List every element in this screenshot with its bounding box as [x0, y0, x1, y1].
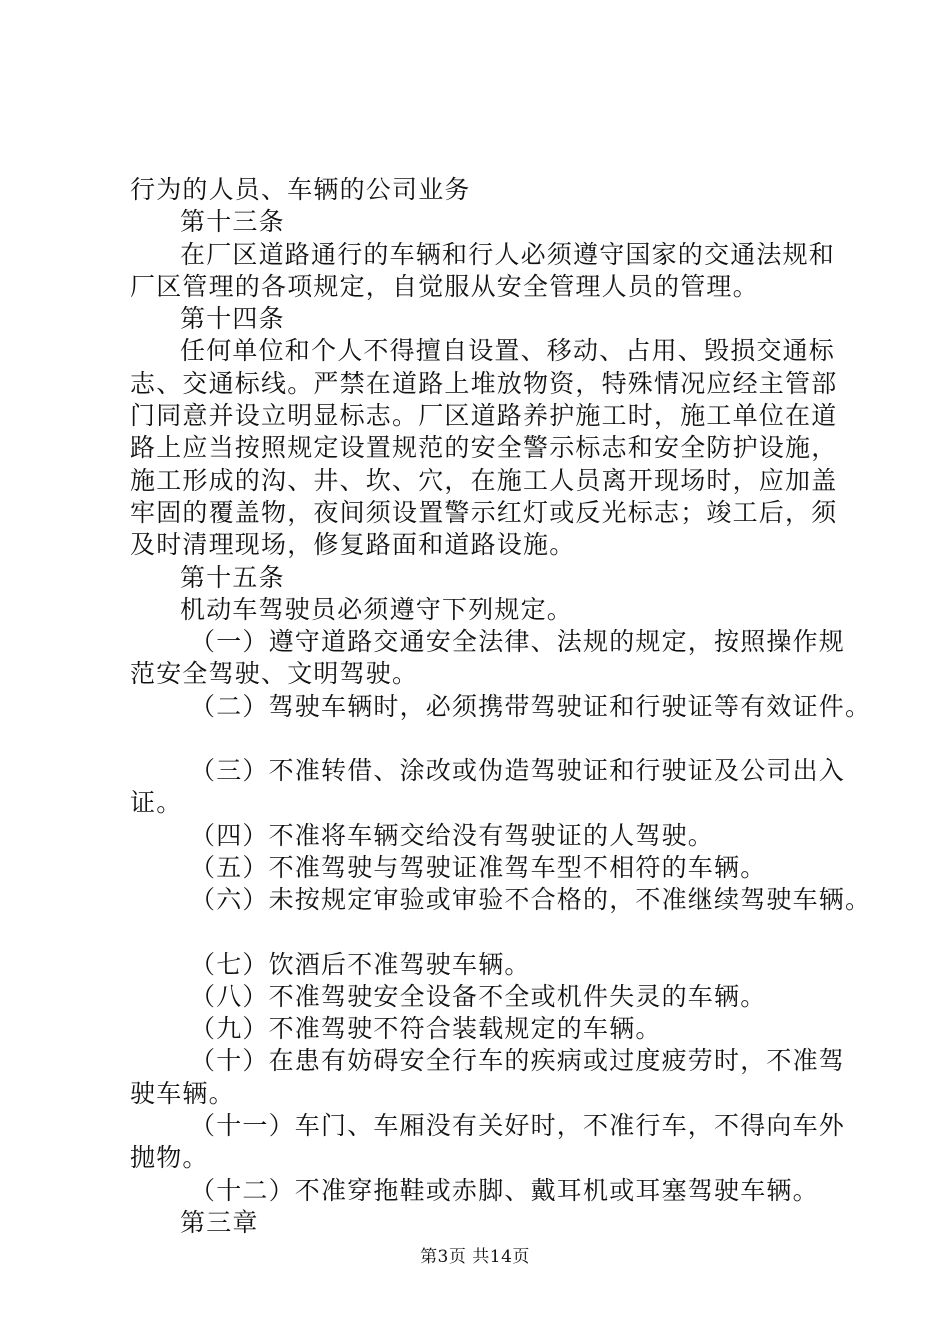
text-line: 证。 [130, 788, 183, 818]
chapter-heading: 第三章 [180, 1207, 259, 1237]
article-heading: 第十五条 [180, 562, 285, 592]
list-item: （七）饮酒后不准驾驶车辆。 [190, 949, 531, 979]
text-line: 厂区管理的各项规定，自觉服从安全管理人员的管理。 [130, 271, 759, 301]
article-heading: 第十三条 [180, 207, 285, 237]
text-line: 牢固的覆盖物，夜间须设置警示红灯或反光标志；竣工后，须 [130, 497, 838, 527]
list-item: （二）驾驶车辆时，必须携带驾驶证和行驶证等有效证件。 [190, 691, 872, 721]
list-item: （五）不准驾驶与驾驶证准驾车型不相符的车辆。 [190, 852, 767, 882]
list-item: （一）遵守道路交通安全法律、法规的规定，按照操作规 [190, 627, 846, 657]
text-line: 任何单位和个人不得擅自设置、移动、占用、毁损交通标 [180, 336, 836, 366]
text-line: 范安全驾驶、文明驾驶。 [130, 659, 419, 689]
blank-line [130, 723, 850, 755]
list-item: （四）不准将车辆交给没有驾驶证的人驾驶。 [190, 820, 715, 850]
list-item: （六）未按规定审验或审验不合格的，不准继续驾驶车辆。 [190, 885, 872, 915]
document-body [130, 174, 872, 1239]
list-item: （九）不准驾驶不符合装载规定的车辆。 [190, 1014, 662, 1044]
text-line: 机动车驾驶员必须遵守下列规定。 [180, 594, 574, 624]
page-footer: 第3页 共14页 [420, 1247, 530, 1267]
text-line: 志、交通标线。严禁在道路上堆放物资，特殊情况应经主管部 [130, 368, 838, 398]
list-item: （十一）车门、车厢没有关好时，不准行车，不得向车外 [190, 1111, 846, 1141]
text-line: 门同意并设立明显标志。厂区道路养护施工时，施工单位在道 [130, 401, 838, 431]
text-line: 路上应当按照规定设置规范的安全警示标志和安全防护设施， [130, 433, 838, 463]
text-line: 驶车辆。 [130, 1078, 235, 1108]
text-line: 施工形成的沟、井、坎、穴，在施工人员离开现场时，应加盖 [130, 465, 838, 495]
list-item: （十二）不准穿拖鞋或赤脚、戴耳机或耳塞驾驶车辆。 [190, 1175, 819, 1205]
text-line: 行为的人员、车辆的公司业务 [130, 175, 471, 204]
text-line: 在厂区道路通行的车辆和行人必须遵守国家的交通法规和 [180, 239, 836, 269]
text-line: 及时清理现场，修复路面和道路设施。 [130, 530, 576, 560]
text-line: 抛物。 [130, 1143, 209, 1173]
blank-line [130, 917, 850, 949]
list-item: （十）在患有妨碍安全行车的疾病或过度疲劳时，不准驾 [190, 1046, 846, 1076]
list-item: （八）不准驾驶安全设备不全或机件失灵的车辆。 [190, 981, 767, 1011]
list-item: （三）不准转借、涂改或伪造驾驶证和行驶证及公司出入 [190, 756, 846, 786]
article-heading: 第十四条 [180, 304, 285, 334]
